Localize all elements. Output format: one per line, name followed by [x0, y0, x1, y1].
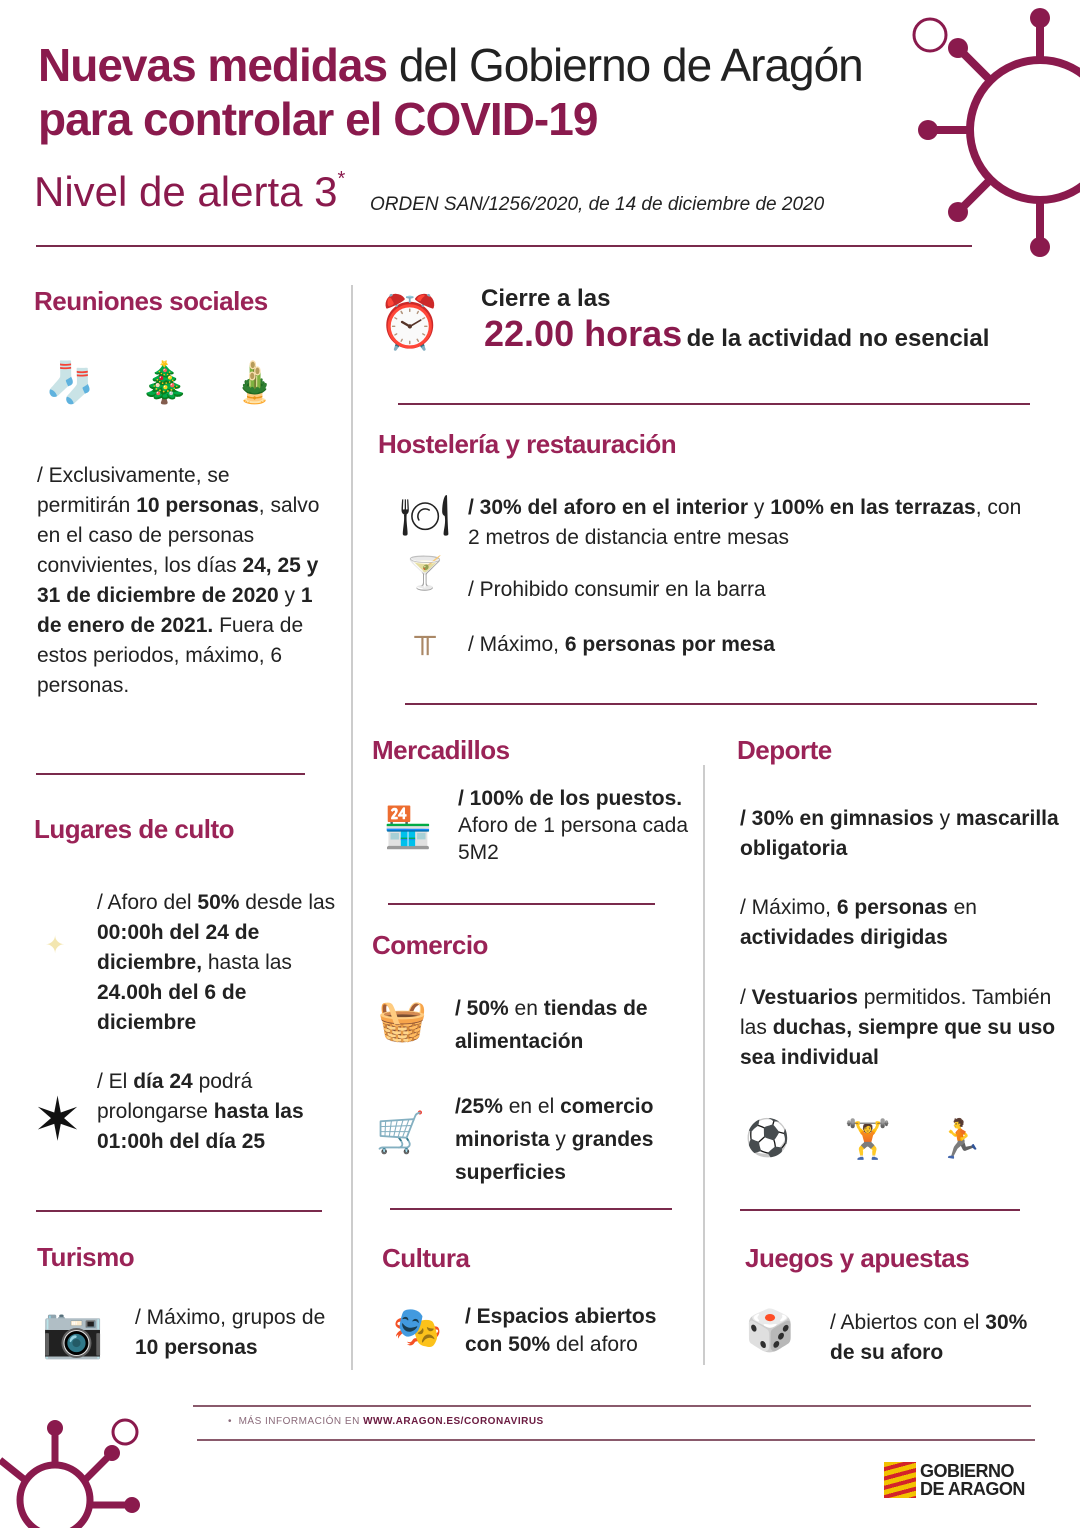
column-divider — [351, 285, 353, 1370]
closing-pre: Cierre a las — [481, 285, 611, 312]
hosteleria-item — [468, 630, 1028, 660]
divider — [398, 403, 1030, 405]
text-segment: Vestuarios — [751, 986, 858, 1009]
text-segment: 10 personas — [135, 1336, 258, 1359]
text-segment: Aforo de 1 persona cada 5M2 — [458, 814, 688, 864]
text-segment: / Abiertos con el — [830, 1311, 986, 1334]
juegos-text — [830, 1308, 1050, 1368]
comercio-item — [455, 1090, 700, 1189]
text-segment: actividades dirigidas — [740, 926, 948, 949]
culto-item — [97, 888, 347, 1038]
more-info-label: MÁS INFORMACIÓN EN — [238, 1416, 364, 1427]
shopping-cart-icon: 🛒 — [375, 1111, 426, 1155]
section-title-hosteleria: Hostelería y restauración — [378, 429, 677, 459]
ornament-icon: 🎍 — [229, 361, 280, 405]
text-segment: día 24 — [133, 1070, 193, 1093]
section-title-mercadillos: Mercadillos — [372, 735, 510, 765]
text-segment: en — [508, 997, 544, 1020]
divider — [36, 773, 305, 775]
text-segment: / 30% en gimnasios — [740, 807, 934, 830]
order-reference: ORDEN SAN/1256/2020, de 14 de diciembre de 2020 — [370, 194, 825, 215]
text-segment: / Máximo, — [740, 896, 837, 919]
text-segment: comercio minorista — [455, 1095, 654, 1151]
divider — [193, 1405, 1031, 1407]
deporte-item — [740, 893, 1060, 953]
text-segment: / Espacios abiertos con 50% — [465, 1305, 657, 1356]
reuniones-text — [37, 461, 327, 701]
camera-icon: 📷 — [41, 1304, 105, 1360]
more-info-link[interactable]: WWW.ARAGON.ES/CORONAVIRUS — [363, 1416, 544, 1427]
weightlifter-icon: 🏋 — [844, 1118, 892, 1161]
section-title-comercio: Comercio — [372, 930, 488, 960]
soccer-ball-icon: ⚽ — [745, 1116, 790, 1158]
text-segment: / 30% del aforo en el interior — [468, 496, 749, 519]
text-segment: 24.00h del 6 de diciembre — [97, 981, 247, 1034]
divider — [740, 1209, 1020, 1211]
deporte-item — [740, 983, 1060, 1073]
runner-icon: 🏃 — [936, 1119, 985, 1161]
stocking-icon: 🧦 — [45, 361, 95, 405]
text-segment: 10 personas — [136, 494, 259, 517]
text-segment: desde las — [239, 891, 336, 914]
alert-level — [34, 168, 345, 216]
table-icon: ╥ — [414, 620, 436, 653]
text-segment: / 50% — [455, 997, 509, 1020]
text-segment: 24, 25 y 31 de diciembre de 2020 — [37, 554, 319, 607]
text-segment: / Exclusivamente, se permitirán — [37, 464, 230, 517]
column-divider — [703, 765, 705, 1365]
text-segment: 6 personas por mesa — [564, 633, 775, 656]
text-segment: 6 personas — [836, 896, 948, 919]
text-segment: 00:00h del 24 de diciembre, — [97, 921, 260, 974]
text-segment: del Gobierno de — [387, 39, 721, 91]
gobierno-aragon-logo — [884, 1462, 1040, 1498]
divider — [36, 1210, 322, 1212]
divider — [390, 1208, 672, 1210]
text-segment: duchas, siempre que su uso sea individual — [740, 1016, 1056, 1069]
alarm-clock-icon: ⏰ — [377, 294, 443, 352]
hosteleria-item — [468, 493, 1038, 553]
text-segment: Aragón — [720, 39, 863, 91]
closing-time: 22.00 horas — [484, 313, 683, 354]
divider — [36, 245, 972, 247]
light-icon: ✦ — [44, 931, 66, 959]
text-segment: / 100% de los puestos. — [458, 787, 683, 810]
text-segment: Nuevas medidas — [38, 39, 388, 91]
text-segment: y — [748, 496, 771, 519]
christmas-tree-icon: 🎄 — [139, 361, 190, 405]
culto-item — [97, 1067, 342, 1157]
section-title-turismo: Turismo — [37, 1242, 135, 1272]
text-segment: / Máximo, — [468, 633, 565, 656]
text-segment: en — [947, 896, 977, 919]
text-segment: mascarilla obligatoria — [740, 807, 1059, 860]
text-segment: Fuera de estos periodos, máximo, 6 personas. — [37, 614, 304, 697]
closing-post: de la actividad no esencial — [686, 325, 990, 352]
text-segment: podrá prolongarse — [97, 1070, 253, 1123]
divider — [388, 903, 655, 905]
more-info: • MÁS INFORMACIÓN EN WWW.ARAGON.ES/CORONAVIRUS — [228, 1416, 544, 1427]
text-segment: y — [278, 584, 301, 607]
virus-icon — [0, 1410, 150, 1528]
text-segment: , salvo en el caso de personas convivientes, los días — [37, 494, 320, 577]
text-segment: hasta las 01:00h del día 25 — [97, 1100, 304, 1153]
section-title-juegos: Juegos y apuestas — [745, 1243, 970, 1273]
section-title-culto: Lugares de culto — [34, 814, 235, 844]
text-segment: 50% — [197, 891, 240, 914]
grocery-basket-icon: 🧺 — [377, 998, 428, 1043]
text-segment: 30% de su aforo — [830, 1311, 1028, 1364]
text-segment: / — [740, 986, 752, 1009]
text-segment: / Prohibido consumir en la barra — [468, 578, 766, 601]
turismo-text — [135, 1303, 335, 1363]
alert-level-text: Nivel de alerta 3 — [34, 168, 338, 215]
text-segment: y — [933, 807, 956, 830]
section-title-reuniones: Reuniones sociales — [34, 286, 268, 316]
comercio-item — [455, 992, 695, 1058]
closing-line — [484, 313, 989, 355]
text-segment: / Aforo del — [97, 891, 198, 914]
text-segment: permitidos. También las — [740, 986, 1052, 1039]
mercadillos-text — [458, 785, 688, 866]
text-segment: , con 2 metros de distancia entre mesas — [468, 496, 1022, 549]
section-title-cultura: Cultura — [382, 1243, 470, 1273]
text-segment: / Máximo, grupos de — [135, 1306, 326, 1329]
text-segment: para controlar el COVID-19 — [38, 93, 598, 145]
aragon-flag-icon — [884, 1462, 916, 1498]
virus-icon — [900, 0, 1080, 260]
text-segment: 100% en las terrazas — [770, 496, 976, 519]
text-segment: grandes superficies — [455, 1128, 654, 1184]
text-segment: tiendas de alimentación — [455, 997, 648, 1053]
market-stall-icon: 🏪 — [383, 806, 433, 850]
page-title — [38, 38, 898, 146]
hosteleria-item — [468, 575, 1028, 605]
asterisk: * — [337, 168, 346, 190]
text-segment: /25% — [455, 1095, 503, 1118]
cloche-icon: 🍽 — [399, 493, 451, 538]
star-icon: ✶ — [32, 1086, 83, 1153]
poker-chips-icon: 🎲 — [745, 1308, 795, 1353]
cultura-text — [465, 1303, 695, 1359]
theater-masks-icon: 🎭 — [392, 1306, 443, 1350]
cocktail-icon: 🍸 — [405, 554, 445, 591]
section-title-deporte: Deporte — [737, 735, 832, 765]
text-segment: / El — [97, 1070, 134, 1093]
logo-text: GOBIERNO DE ARAGON — [920, 1461, 1025, 1499]
text-segment: hasta las — [202, 951, 292, 974]
deporte-item — [740, 804, 1060, 864]
text-segment: del aforo — [550, 1333, 638, 1356]
text-segment: 1 de enero de 2021. — [37, 584, 313, 637]
divider — [197, 1439, 1035, 1441]
text-segment: en el — [502, 1095, 561, 1118]
divider — [405, 703, 1037, 705]
text-segment: y — [549, 1128, 572, 1151]
